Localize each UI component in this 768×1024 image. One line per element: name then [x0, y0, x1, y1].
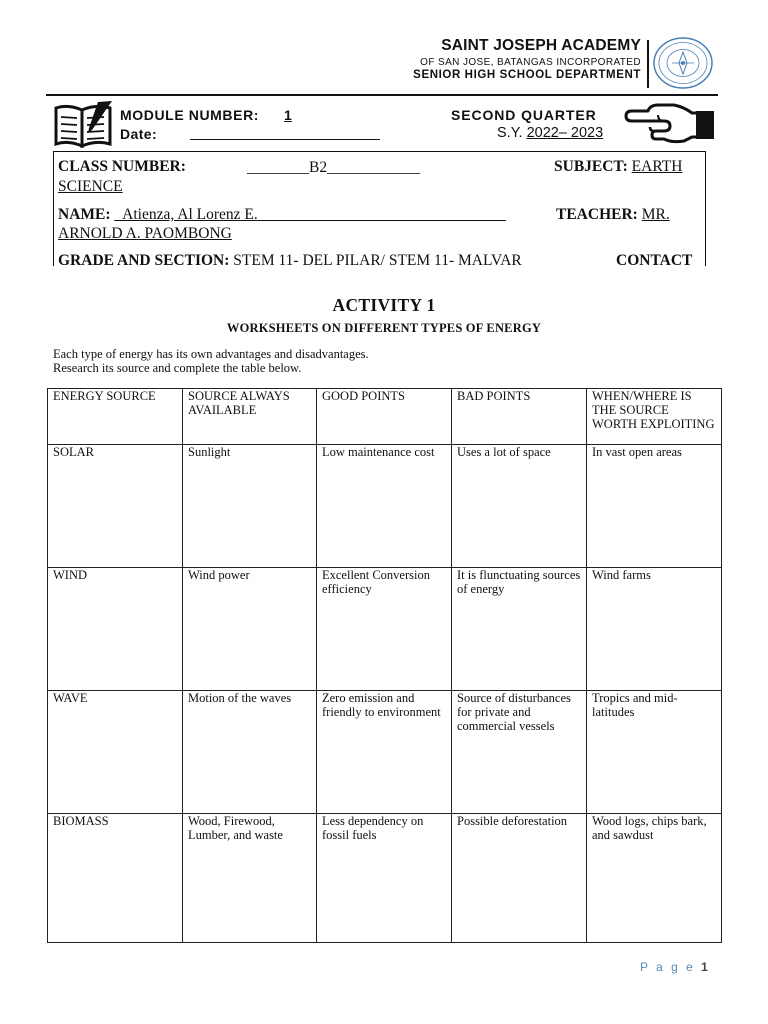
- table-row: [48, 445, 722, 568]
- teacher-label: TEACHER:: [556, 206, 638, 223]
- table-cell[interactable]: Sunlight: [183, 445, 317, 568]
- activity-subtitle: WORKSHEETS ON DIFFERENT TYPES OF ENERGY: [226, 321, 542, 335]
- table-cell[interactable]: Wood logs, chips bark, and sawdust: [587, 814, 722, 943]
- school-name: SAINT JOSEPH ACADEMY: [441, 37, 641, 54]
- table-cell[interactable]: Excellent Conversion efficiency: [317, 568, 452, 691]
- page-label: P a g e: [640, 960, 696, 974]
- table-cell[interactable]: Uses a lot of space: [452, 445, 587, 568]
- student-info-box: [53, 151, 706, 266]
- school-year-label: S.Y.: [497, 125, 523, 141]
- energy-table: [47, 388, 722, 943]
- header-energy-source: ENERGY SOURCE: [48, 389, 183, 445]
- table-cell[interactable]: WIND: [48, 568, 183, 691]
- class-number-value[interactable]: ________B2____________: [247, 159, 421, 176]
- table-cell[interactable]: SOLAR: [48, 445, 183, 568]
- table-cell[interactable]: Wood, Firewood, Lumber, and waste: [183, 814, 317, 943]
- date-field-line[interactable]: [190, 139, 380, 140]
- subject-value-continued: SCIENCE: [58, 178, 123, 195]
- table-cell[interactable]: Tropics and mid-latitudes: [587, 691, 722, 814]
- date-label: Date:: [120, 126, 158, 142]
- page-footer: [640, 960, 708, 974]
- school-subtitle: OF SAN JOSE, BATANGAS INCORPORATED: [420, 57, 641, 68]
- contact-label: CONTACT: [616, 252, 693, 266]
- class-number-label: CLASS NUMBER:: [58, 158, 186, 175]
- page-number: 1: [701, 960, 708, 974]
- book-pencil-icon: [54, 100, 114, 148]
- module-number-label: MODULE NUMBER:: [120, 107, 260, 123]
- quarter-label: SECOND QUARTER: [451, 107, 597, 123]
- table-cell[interactable]: Wind farms: [587, 568, 722, 691]
- teacher-value: MR.: [641, 206, 670, 223]
- table-row: [48, 691, 722, 814]
- grade-section-value: STEM 11- DEL PILAR/ STEM 11- MALVAR: [233, 252, 522, 266]
- subject-field: [554, 158, 682, 176]
- name-field: [58, 206, 506, 224]
- header-source-available: SOURCE ALWAYS AVAILABLE: [183, 389, 317, 445]
- table-cell[interactable]: BIOMASS: [48, 814, 183, 943]
- table-cell[interactable]: It is flunctuating sources of energy: [452, 568, 587, 691]
- school-department: SENIOR HIGH SCHOOL DEPARTMENT: [413, 69, 641, 81]
- table-cell[interactable]: Zero emission and friendly to environment: [317, 691, 452, 814]
- subject-label: SUBJECT:: [554, 158, 628, 175]
- module-number-value: 1: [284, 107, 292, 123]
- teacher-value-continued: ARNOLD A. PAOMBONG: [58, 225, 232, 242]
- school-year: [497, 125, 603, 141]
- header-bad-points: BAD POINTS: [452, 389, 587, 445]
- table-cell[interactable]: In vast open areas: [587, 445, 722, 568]
- grade-section-field: [58, 252, 522, 266]
- instructions-line-2: Research its source and complete the table below.: [53, 361, 302, 375]
- header-rule: [46, 94, 718, 96]
- name-label: NAME:: [58, 206, 111, 223]
- header-when-where: WHEN/WHERE IS THE SOURCE WORTH EXPLOITING: [587, 389, 722, 445]
- header-good-points: GOOD POINTS: [317, 389, 452, 445]
- grade-section-label: GRADE AND SECTION:: [58, 252, 230, 266]
- table-cell[interactable]: Possible deforestation: [452, 814, 587, 943]
- table-cell[interactable]: Less dependency on fossil fuels: [317, 814, 452, 943]
- teacher-field: [556, 206, 670, 224]
- header-divider: [647, 40, 649, 88]
- instructions-line-1: Each type of energy has its own advantages and disadvantages.: [53, 347, 369, 361]
- subject-value: EARTH: [631, 158, 683, 175]
- table-cell[interactable]: Source of disturbances for private and commercial vessels: [452, 691, 587, 814]
- table-row: [48, 568, 722, 691]
- table-cell[interactable]: Low maintenance cost: [317, 445, 452, 568]
- school-seal-logo: [652, 36, 714, 90]
- table-row: [48, 814, 722, 943]
- name-value[interactable]: _Atienza, Al Lorenz E.________________________________: [114, 206, 506, 223]
- school-year-value: 2022– 2023: [526, 125, 604, 141]
- table-cell[interactable]: WAVE: [48, 691, 183, 814]
- table-header-row: [48, 389, 722, 445]
- pointing-hand-icon: [624, 99, 716, 145]
- activity-title: ACTIVITY 1: [332, 295, 436, 315]
- table-cell[interactable]: Motion of the waves: [183, 691, 317, 814]
- table-cell[interactable]: Wind power: [183, 568, 317, 691]
